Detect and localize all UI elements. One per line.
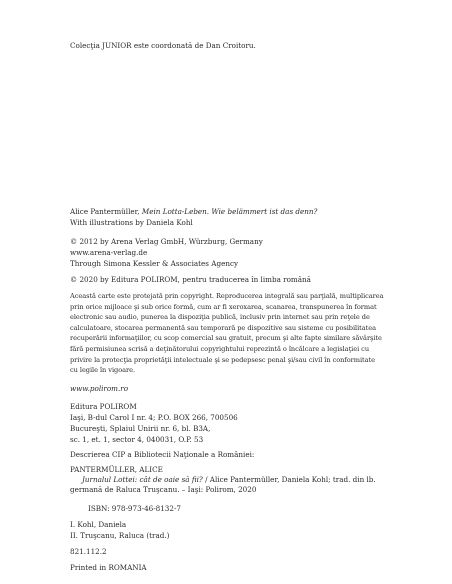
cip-header: Descrierea CIP a Bibliotecii Naţionale a României:: [70, 450, 255, 459]
original-title: Mein Lotta-Leben. Wie belämmert ist das denn?: [141, 207, 318, 216]
legal-notice-line: privire la protecţia proprietăţii intelectuale şi se pedepsesc penal şi/sau civil în conformitate: [70, 355, 375, 364]
isbn: ISBN: 978-973-46-8132-7: [88, 504, 181, 513]
classification-code: 821.112.2: [70, 547, 107, 556]
cip-author: PANTERMÜLLER, ALICE: [70, 465, 163, 474]
cip-block: [70, 464, 382, 495]
legal-notice-line: cu legile în vigoare.: [70, 366, 135, 375]
series-note-text: Colecţia JUNIOR este coordonată de Dan Croitoru.: [70, 41, 256, 50]
legal-notice-line: recuperării informaţiilor, cu scop comercial sau gratuit, precum şi alte fapte similare săvârşite: [70, 334, 382, 343]
original-edition-block: [70, 206, 382, 228]
publisher-address-bucuresti: Bucureşti, Splaiul Unirii nr. 6, bl. B3A,: [70, 424, 211, 433]
classification-block: [70, 546, 382, 557]
publisher-address-iasi: Iaşi, B-dul Carol I nr. 4; P.O. BOX 266, 700506: [70, 413, 238, 422]
legal-notice-line: prin orice mijloace şi sub orice formă, cum ar fi xeroxarea, scanarea, transpunerea în format: [70, 302, 377, 311]
translation-copyright-line: © 2020 by Editura POLIROM, pentru traducerea în limba română: [70, 275, 311, 284]
agency-line: Through Simona Kessler & Associates Agency: [70, 259, 239, 268]
translation-copyright-block: [70, 274, 382, 285]
legal-notice: [70, 291, 382, 376]
legal-notice-line: electronic sau audio, punerea la dispoziţia publică, inclusiv prin internet sau prin reţele de: [70, 313, 370, 322]
legal-notice-line: Această carte este protejată prin copyright. Reproducerea integrală sau parţială, multiplicarea: [70, 292, 384, 300]
cip-title-line: [70, 475, 382, 485]
illustrations-credit: With illustrations by Daniela Kohl: [70, 218, 193, 227]
publisher-name: Editura POLIROM: [70, 402, 137, 411]
index-entries: [70, 519, 382, 541]
legal-notice-line: calculatoare, stocarea permanentă sau temporară pe dispozitive sau sisteme cu posibilitatea: [70, 323, 376, 332]
cip-translation-line: germană de Raluca Truşcanu. – Iaşi: Polirom, 2020: [70, 485, 257, 494]
isbn-block: [70, 503, 382, 514]
original-copyright-block: [70, 236, 382, 269]
publisher-address-bucuresti-2: sc. 1, et. 1, sector 4, 040031, O.P. 53: [70, 435, 204, 444]
printed-in-block: [70, 562, 382, 573]
index-entry-2: II. Truşcanu, Raluca (trad.): [70, 531, 170, 540]
legal-notice-line: fără permisiunea scrisă a deţinătorului copyrightului reprezintă o încălcare a legislaţiei cu: [70, 344, 370, 353]
cip-header-block: [70, 449, 382, 460]
publisher-website: [70, 383, 382, 394]
cip-title-rest: / Alice Pantermüller, Daniela Kohl; trad. din lb.: [202, 475, 376, 484]
index-entry-1: I. Kohl, Daniela: [70, 520, 127, 529]
original-publisher-website: www.arena-verlag.de: [70, 248, 148, 257]
cip-title: Jurnalul Lottei: cât de oaie să fii?: [82, 475, 203, 484]
series-coordinator-note: [70, 40, 382, 51]
printed-in: Printed in ROMANIA: [70, 563, 147, 572]
original-title-line: [70, 206, 382, 217]
original-author: Alice Pantermüller,: [70, 207, 142, 216]
publisher-address-block: [70, 401, 382, 445]
website-link[interactable]: www.polirom.ro: [70, 384, 129, 393]
original-copyright-line: © 2012 by Arena Verlag GmbH, Würzburg, Germany: [70, 237, 263, 246]
